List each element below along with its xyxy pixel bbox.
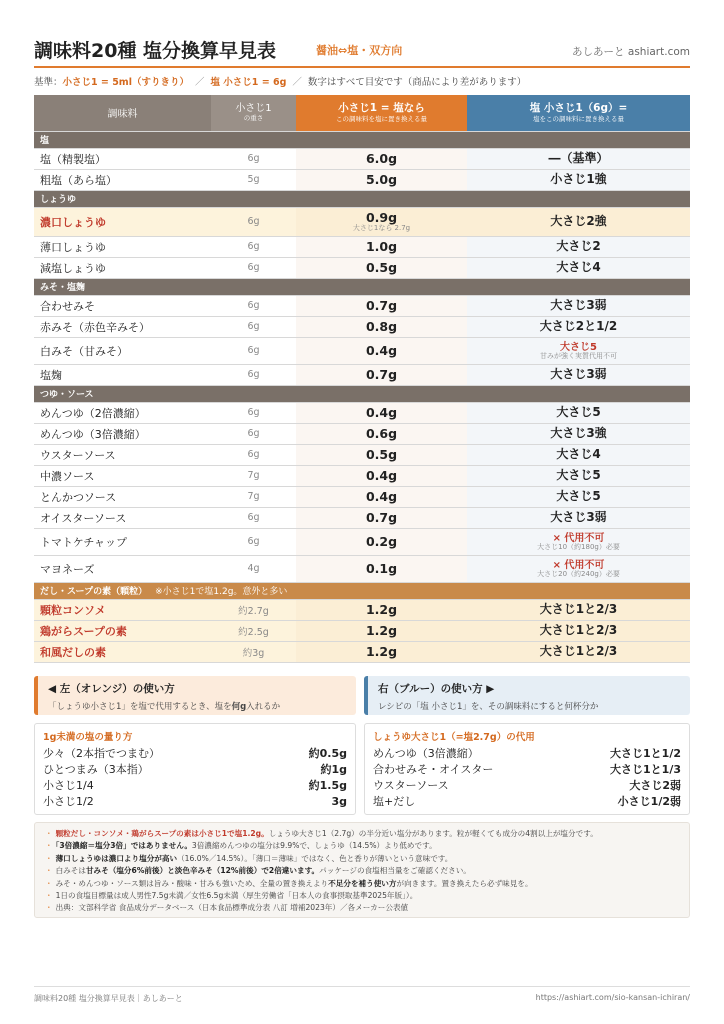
spoon-value: 大さじ5 <box>556 467 601 482</box>
salt-value: 1.0g <box>365 238 398 254</box>
spoon-note: 甘みが強く実質代用不可 <box>540 352 617 361</box>
note-item <box>45 902 679 914</box>
salt-value: 1.2g <box>365 601 398 617</box>
spoon-equivalent <box>467 423 690 444</box>
howto-right-desc: レシピの「塩 小さじ1」を、その調味料にすると何杯分か <box>378 702 599 712</box>
table-row <box>34 295 690 316</box>
spoon-equivalent <box>467 236 690 257</box>
spoon-value: × 代用不可 <box>552 560 605 572</box>
salt-equivalent <box>296 507 467 528</box>
table-row <box>34 507 690 528</box>
seasoning-name: めんつゆ（2倍濃縮） <box>34 402 211 423</box>
column-header-spoon-label: 塩 小さじ1（6g）= <box>529 102 628 115</box>
note-emphasis: 「3倍濃縮＝塩分3倍」ではありません。 <box>55 841 192 851</box>
seasoning-name: 減塩しょうゆ <box>34 257 211 278</box>
salt-equivalent <box>296 402 467 423</box>
brand-name: あしあーと ashiart.com <box>572 46 690 58</box>
howto-right <box>364 676 690 715</box>
salt-value: 0.5g <box>365 446 398 462</box>
table-row <box>34 465 690 486</box>
table-row <box>34 423 690 444</box>
salt-value: 1.2g <box>365 622 398 638</box>
spoon-equivalent <box>467 257 690 278</box>
basis-label: 基準： <box>34 77 63 88</box>
spoon-value: 大さじ3弱 <box>550 366 607 381</box>
list-item <box>373 746 681 762</box>
salt-equivalent <box>296 641 467 662</box>
table-row <box>34 316 690 337</box>
list-item <box>373 762 681 778</box>
table-row <box>34 402 690 423</box>
spoon-value: 大さじ3強 <box>550 425 607 440</box>
page-header <box>34 34 690 68</box>
spoon-value: 大さじ1と2/3 <box>539 643 618 658</box>
table-row <box>34 207 690 236</box>
section-label: しょうゆ <box>40 195 77 205</box>
salt-value: 0.1g <box>365 560 398 576</box>
spoon-value: 大さじ2 <box>556 238 601 253</box>
section-header-cell <box>34 131 690 148</box>
list-item <box>43 762 347 778</box>
list-item-value: 約0.5g <box>308 747 347 760</box>
section-label: だし・スープの素（顆粒） <box>40 587 148 597</box>
seasoning-name: 粗塩（あら塩） <box>34 169 211 190</box>
salt-value: 0.9g <box>365 209 398 225</box>
seasoning-name: 塩（精製塩） <box>34 148 211 169</box>
spoon-equivalent <box>467 316 690 337</box>
substitute-box <box>364 723 690 815</box>
spoon-equivalent <box>467 295 690 316</box>
seasoning-name: 顆粒コンソメ <box>34 599 211 620</box>
spoon-weight: 6g <box>211 236 296 257</box>
conversion-table <box>34 95 690 663</box>
basis-salt: 塩 小さじ1 = 6g <box>210 77 287 88</box>
salt-equivalent <box>296 599 467 620</box>
list-item-label: めんつゆ（3倍濃縮） <box>373 747 479 760</box>
seasoning-name: 和風だしの素 <box>34 641 211 662</box>
spoon-equivalent <box>467 486 690 507</box>
salt-equivalent <box>296 207 467 236</box>
salt-equivalent <box>296 444 467 465</box>
note-emphasis: 顆粒だし・コンソメ・鶏がらスープの素は小さじ1で塩1.2g。 <box>55 829 269 838</box>
howto-left <box>34 676 356 715</box>
salt-value: 0.8g <box>365 318 398 334</box>
howto-left-title: ◀ 左（オレンジ）の使い方 <box>48 683 175 695</box>
salt-value: 6.0g <box>365 150 398 166</box>
column-header-salt-sub: この調味料を塩に置き換える量 <box>336 115 427 124</box>
table-row <box>34 620 690 641</box>
salt-equivalent <box>296 486 467 507</box>
note-item <box>45 865 679 877</box>
list-item <box>43 746 347 762</box>
seasoning-name: とんかつソース <box>34 486 211 507</box>
table-row <box>34 486 690 507</box>
basis-separator: ／ <box>292 77 302 88</box>
table-row <box>34 528 690 555</box>
column-header-weight-sub: の重さ <box>243 113 264 122</box>
page-subtitle: 醤油⇔塩・双方向 <box>316 44 403 57</box>
list-item-label: 小さじ1/2 <box>43 795 94 808</box>
section-label: 塩 <box>40 136 50 146</box>
howto-left-desc <box>48 700 346 712</box>
list-item-value: 小さじ1/2弱 <box>617 795 681 808</box>
spoon-weight: 約2.7g <box>211 599 296 620</box>
list-item-label: ウスターソース <box>373 779 449 792</box>
spoon-equivalent <box>467 465 690 486</box>
spoon-equivalent <box>467 507 690 528</box>
spoon-equivalent <box>467 337 690 364</box>
list-item-value: 約1g <box>320 763 347 776</box>
basis-spoon: 小さじ1 = 5ml（すりきり） <box>62 77 189 88</box>
list-item <box>43 794 347 810</box>
spoon-weight: 5g <box>211 169 296 190</box>
list-item-label: 塩+だし <box>373 795 416 808</box>
column-header-salt <box>296 95 467 131</box>
salt-value: 0.2g <box>365 533 398 549</box>
salt-equivalent <box>296 169 467 190</box>
spoon-equivalent <box>467 364 690 385</box>
salt-value: 0.6g <box>365 425 398 441</box>
table-row <box>34 257 690 278</box>
spoon-weight: 6g <box>211 423 296 444</box>
spoon-value: 大さじ1と2/3 <box>539 622 618 637</box>
spoon-value: 大さじ4 <box>556 259 601 274</box>
howto-left-desc-part: 「しょうゆ小さじ1」を塩で代用するとき、塩を <box>48 702 232 712</box>
section-header-cell <box>34 385 690 402</box>
spoon-value: ―（基準） <box>548 150 609 165</box>
table-row <box>34 364 690 385</box>
howto-left-desc-bold: 何g <box>231 702 247 712</box>
salt-note: 大さじ1なら 2.7g <box>352 223 411 232</box>
note-text: パッケージの食塩相当量をご確認ください。 <box>319 866 471 876</box>
spoon-equivalent <box>467 528 690 555</box>
note-text: 白みそは <box>55 866 86 876</box>
note-text: しょうゆ大さじ1（2.7g）の半分近い塩分があります。粒が軽くても成分の4割以上が塩分です。 <box>268 829 598 838</box>
seasoning-name: 薄口しょうゆ <box>34 236 211 257</box>
spoon-value: 大さじ2と1/2 <box>539 318 618 333</box>
salt-value: 0.7g <box>365 509 398 525</box>
seasoning-name: ウスターソース <box>34 444 211 465</box>
salt-equivalent <box>296 295 467 316</box>
spoon-value: 小さじ1強 <box>550 171 607 186</box>
spoon-weight: 6g <box>211 295 296 316</box>
howto-left-desc-part: 入れるか <box>246 702 281 712</box>
table-row <box>34 444 690 465</box>
note-emphasis: 甘みそ（塩分6%前後）と淡色辛みそ（12%前後）で2倍違います。 <box>85 866 320 876</box>
spoon-value: 大さじ3弱 <box>550 509 607 524</box>
note-item <box>45 890 679 902</box>
table-row <box>34 337 690 364</box>
list-item-label: 少々（2本指でつまむ） <box>43 747 160 760</box>
salt-value: 0.5g <box>365 259 398 275</box>
salt-equivalent <box>296 364 467 385</box>
basis-separator: ／ <box>194 77 205 88</box>
salt-value: 0.4g <box>365 404 398 420</box>
note-text: みそ・めんつゆ・ソース類は旨み・酸味・甘みも強いため、全量の置き換えより <box>55 878 329 888</box>
spoon-weight: 6g <box>211 207 296 236</box>
salt-value: 0.7g <box>365 297 398 313</box>
seasoning-name: 鶏がらスープの素 <box>34 620 211 641</box>
seasoning-name: 中濃ソース <box>34 465 211 486</box>
salt-value: 0.4g <box>365 488 398 504</box>
spoon-weight: 6g <box>211 316 296 337</box>
salt-equivalent <box>296 465 467 486</box>
section-header <box>34 131 690 148</box>
table-row <box>34 599 690 620</box>
section-header <box>34 278 690 295</box>
spoon-value: 大さじ5 <box>556 404 601 419</box>
spoon-note: 大さじ10（約180g）必要 <box>537 543 620 552</box>
section-header-cell <box>34 190 690 207</box>
salt-equivalent <box>296 337 467 364</box>
section-label: つゆ・ソース <box>40 390 94 400</box>
salt-equivalent <box>296 148 467 169</box>
spoon-weight: 約2.5g <box>211 620 296 641</box>
column-header-salt-label: 小さじ1 = 塩なら <box>338 102 425 115</box>
howto-right-title: 右（ブルー）の使い方 ▶ <box>378 683 495 695</box>
basis-line <box>34 74 690 88</box>
section-header-cell <box>34 582 690 599</box>
section-label: みそ・塩麹 <box>40 283 86 293</box>
seasoning-name: 白みそ（甘みそ） <box>34 337 211 364</box>
list-item-value: 大さじ1と1/3 <box>610 763 681 776</box>
note-item <box>45 828 679 840</box>
table-row <box>34 169 690 190</box>
page-title: 調味料20種 塩分換算早見表 <box>34 40 277 62</box>
note-text: 3倍濃縮めんつゆの塩分は9.9%で、しょうゆ（14.5%）より低めです。 <box>191 841 437 851</box>
seasoning-name: 塩麹 <box>34 364 211 385</box>
spoon-weight: 4g <box>211 555 296 582</box>
note-text: が向きます。置き換えたら必ず味見を。 <box>396 878 533 888</box>
salt-equivalent <box>296 620 467 641</box>
basis-note: 数字はすべて目安です（商品により差があります） <box>307 77 527 88</box>
list-item-label: ひとつまみ（3本指） <box>43 763 149 776</box>
spoon-equivalent <box>467 620 690 641</box>
spoon-weight: 7g <box>211 486 296 507</box>
column-header-weight-label: 小さじ1 <box>235 102 272 114</box>
list-item-value: 大さじ2弱 <box>629 779 681 792</box>
salt-value: 0.7g <box>365 366 398 382</box>
salt-equivalent <box>296 316 467 337</box>
salt-equivalent <box>296 236 467 257</box>
list-item-label: 小さじ1/4 <box>43 779 94 792</box>
seasoning-name: めんつゆ（3倍濃縮） <box>34 423 211 444</box>
spoon-value: 大さじ5 <box>556 488 601 503</box>
seasoning-name: トマトケチャップ <box>34 528 211 555</box>
spoon-weight: 6g <box>211 364 296 385</box>
salt-value: 5.0g <box>365 171 398 187</box>
note-text: （16.0%／14.5%）。「薄口＝薄味」ではなく、色と香りが薄いという意味です。 <box>177 853 453 863</box>
spoon-note: 大さじ20（約240g）必要 <box>537 570 620 579</box>
salt-equivalent <box>296 423 467 444</box>
measure-box <box>34 723 356 815</box>
seasoning-name: オイスターソース <box>34 507 211 528</box>
page-footer <box>34 986 690 1004</box>
salt-value: 0.4g <box>365 467 398 483</box>
note-emphasis: 薄口しょうゆは濃口より塩分が高い <box>55 853 178 863</box>
notes-list <box>34 822 690 918</box>
note-item <box>45 840 679 852</box>
spoon-weight: 7g <box>211 465 296 486</box>
note-item <box>45 878 679 890</box>
spoon-value: 大さじ2強 <box>550 213 607 228</box>
note-source: 出典：文部科学省 食品成分データベース（日本食品標準成分表 八訂 増補2023年）／各メーカー公表値 <box>55 903 409 913</box>
spoon-weight: 6g <box>211 528 296 555</box>
spoon-weight: 6g <box>211 257 296 278</box>
spoon-value: 大さじ5 <box>560 342 597 354</box>
spoon-weight: 約3g <box>211 641 296 662</box>
column-header-name: 調味料 <box>34 95 211 131</box>
list-item-value: 3g <box>331 795 347 808</box>
section-header <box>34 190 690 207</box>
list-item <box>373 794 681 810</box>
list-item-value: 約1.5g <box>308 779 347 792</box>
salt-equivalent <box>296 257 467 278</box>
spoon-value: 大さじ4 <box>556 446 601 461</box>
table-row <box>34 641 690 662</box>
substitute-box-title: しょうゆ大さじ1（=塩2.7g）の代用 <box>373 732 535 743</box>
column-header-spoon <box>467 95 690 131</box>
spoon-value: 大さじ1と2/3 <box>539 601 618 616</box>
salt-value: 0.4g <box>365 342 398 358</box>
seasoning-name: 赤みそ（赤色辛みそ） <box>34 316 211 337</box>
spoon-weight: 6g <box>211 444 296 465</box>
spoon-weight: 6g <box>211 337 296 364</box>
table-row <box>34 148 690 169</box>
salt-equivalent <box>296 528 467 555</box>
spoon-equivalent <box>467 641 690 662</box>
section-header <box>34 385 690 402</box>
table-row <box>34 236 690 257</box>
spoon-equivalent <box>467 555 690 582</box>
spoon-equivalent <box>467 207 690 236</box>
seasoning-name: マヨネーズ <box>34 555 211 582</box>
note-emphasis: 不足分を補う使い方 <box>328 878 397 888</box>
spoon-equivalent <box>467 148 690 169</box>
column-header-weight <box>211 95 296 131</box>
salt-value: 1.2g <box>365 643 398 659</box>
spoon-weight: 6g <box>211 148 296 169</box>
spoon-equivalent <box>467 444 690 465</box>
note-item <box>45 853 679 865</box>
spoon-value: × 代用不可 <box>552 533 605 545</box>
table-row <box>34 555 690 582</box>
list-item <box>43 778 347 794</box>
list-item-value: 大さじ1と1/2 <box>610 747 681 760</box>
section-note: ※小さじ1で塩1.2g。意外と多い <box>155 587 288 597</box>
spoon-equivalent <box>467 169 690 190</box>
seasoning-name: 合わせみそ <box>34 295 211 316</box>
column-header-spoon-sub: 塩をこの調味料に置き換える量 <box>533 115 624 124</box>
note-text: 1日の食塩目標量は成人男性7.5g未満／女性6.5g未満（厚生労働省「日本人の食事摂取基準2025年版」）。 <box>55 891 418 901</box>
seasoning-name: 濃口しょうゆ <box>34 207 211 236</box>
section-header <box>34 582 690 599</box>
list-item <box>373 778 681 794</box>
spoon-value: 大さじ3弱 <box>550 297 607 312</box>
spoon-weight: 6g <box>211 402 296 423</box>
section-header-cell <box>34 278 690 295</box>
spoon-weight: 6g <box>211 507 296 528</box>
spoon-equivalent <box>467 402 690 423</box>
footer-title: 調味料20種 塩分換算早見表｜あしあーと <box>34 994 183 1003</box>
list-item-label: 合わせみそ・オイスター <box>373 763 494 776</box>
measure-box-title: 1g未満の塩の量り方 <box>43 732 133 743</box>
salt-equivalent <box>296 555 467 582</box>
footer-url: https://ashiart.com/sio-kansan-ichiran/ <box>535 993 690 1002</box>
spoon-equivalent <box>467 599 690 620</box>
